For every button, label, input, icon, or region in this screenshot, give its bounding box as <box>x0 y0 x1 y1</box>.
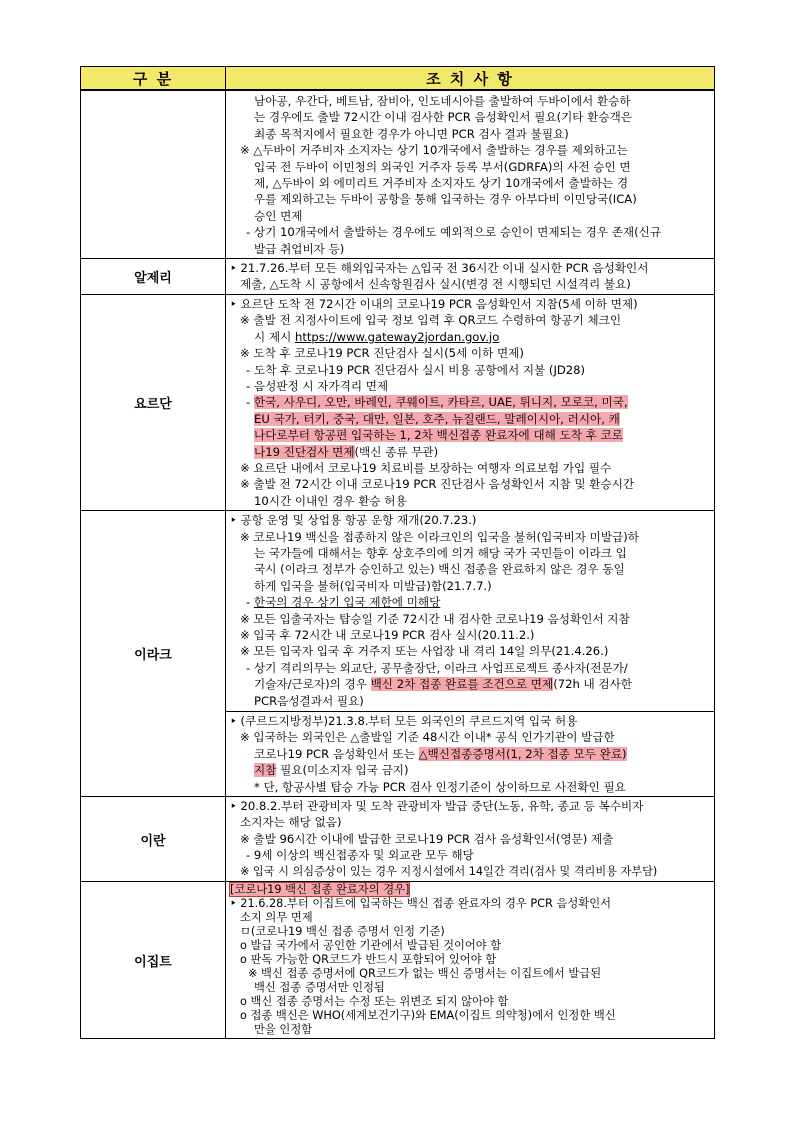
text-line: 입국 전 두바이 이민청의 외국인 거주자 등록 부서(GDRFA)의 사전 승인 면 <box>254 159 631 174</box>
text-line: 10시간 이내인 경우 환승 허용 <box>254 493 407 508</box>
highlight-text: EU 국가, 터키, 중국, 대만, 일본, 호주, 뉴질랜드, 말레이시아, 러시아, 캐 <box>254 411 620 426</box>
text-line: ㅁ(코로나19 백신 접종 증명서 인정 기준) <box>240 925 445 939</box>
text-line <box>230 444 708 460</box>
text-line: 남아공, 우간다, 베트남, 잠비아, 인도네시아를 출발하여 두바이에서 환승하 <box>254 94 631 108</box>
text-line: o 판독 가능한 QR코드가 반드시 포함되어 있어야 함 <box>240 953 497 967</box>
text-line <box>230 594 708 610</box>
text-line <box>230 883 708 897</box>
text-line: 는 국가들에 대해서는 향후 상호주의에 의거 해당 국가 국민들이 이라크 입 <box>254 545 627 560</box>
highlight-text: 한국, 사우디, 오만, 바레인, 쿠웨이트, 카타르, UAE, 튀니지, 모로코, 미국, <box>253 395 628 410</box>
text-line: ※ 백신 접종 증명서에 QR코드가 없는 백신 증명서는 이집트에서 발급된 <box>248 967 602 981</box>
text-line: ‣ 21.7.26.부터 모든 해외입국자는 △입국 전 36시간 이내 실시한 PCR 음성확인서 <box>230 261 649 276</box>
text-line: ‣ 요르단 도착 전 72시간 이내의 코로나19 PCR 음성확인서 지참(5세 이하 면제) <box>230 296 638 311</box>
table-row-jordan <box>81 294 714 510</box>
text-line <box>230 394 708 410</box>
measures-cell <box>226 295 714 510</box>
category-cell: 요르단 <box>81 295 226 510</box>
text-line: - 음성판정 시 자가격리 면제 <box>246 378 389 393</box>
text-line: ※ 모든 입국자 입국 후 거주지 또는 사업장 내 격리 14일 의무(21.4.26.) <box>240 644 609 659</box>
text-line: 소지 의무 면제 <box>240 911 313 925</box>
text-line: ‣ 공항 운영 및 상업용 항공 운항 재개(20.7.23.) <box>230 513 477 528</box>
highlight-text: [코로나19 백신 접종 완료자의 경우] <box>230 883 410 897</box>
underlined-text: 한국의 경우 상기 입국 제한에 미해당 <box>253 595 441 610</box>
text-line: 만을 인정함 <box>254 1023 313 1037</box>
category-cell: 이집트 <box>81 882 226 1038</box>
text-line: ※ 입국 시 의심증상이 있는 경우 지정시설에서 14일간 격리(검사 및 격리비용 자부담) <box>240 864 658 878</box>
text-fragment: - <box>246 395 254 410</box>
category-cell <box>81 91 226 258</box>
text-line: o 발급 국가에서 공인한 기관에서 발급된 것이어야 함 <box>240 939 502 953</box>
text-fragment: 코로나19 PCR 음성확인서 또는 <box>254 746 419 761</box>
category-cell: 알제리 <box>81 259 226 294</box>
text-line: 제, △두바이 외 에미리트 거주비자 소지자도 상기 10개국에서 출발하는 경 <box>254 176 629 191</box>
table-header <box>81 67 714 91</box>
divider <box>226 711 714 712</box>
text-line: PCR음성결과서 필요) <box>254 693 364 708</box>
text-line: - 상기 격리의무는 외교단, 공무출장단, 이라크 사업프로젝트 종사자(전문가/ <box>246 660 628 675</box>
text-line <box>230 676 708 692</box>
text-line: 백신 접종 증명서만 인정됨 <box>254 981 385 995</box>
text-line: ※ 입국하는 외국인은 △출발일 기준 48시간 이내* 공식 인가기관이 발급한 <box>240 730 615 745</box>
text-line: ※ 출발 전 지정사이트에 입국 정보 입력 후 QR코드 수령하여 항공기 체크인 <box>240 313 622 328</box>
measures-cell <box>226 797 714 881</box>
text-fragment: 기술자/근로자)의 경우 <box>254 677 371 692</box>
highlight-text: 백신 2차 접종 완료를 조건으로 면제 <box>370 677 554 692</box>
category-cell: 이라크 <box>81 511 226 796</box>
measures-cell <box>226 882 714 1038</box>
category-cell: 이란 <box>81 797 226 881</box>
text-line <box>230 411 708 427</box>
measures-cell <box>226 259 714 294</box>
table-row-iraq <box>81 510 714 796</box>
text-line: - 9세 이상의 백신접종자 및 외교관 모두 해당 <box>246 848 474 863</box>
text-line <box>230 427 708 443</box>
text-line: ※ 요르단 내에서 코로나19 치료비를 보장하는 여행자 의료보험 가입 필수 <box>240 460 612 475</box>
jordan-gateway-link[interactable]: https://www.gateway2jordan.gov.jo <box>294 329 500 344</box>
text-line <box>230 762 708 778</box>
text-fragment: 시 제시 <box>254 329 292 344</box>
text-line: 소지자는 해당 없음) <box>240 815 342 830</box>
text-line: 국시 (이라크 정부가 승인하고 있는) 백신 접종을 완료하지 않은 경우 동일 <box>254 562 625 577</box>
highlight-text: 나다로부터 항공편 입국하는 1, 2차 백신접종 완료자에 대해 도착 후 코로 <box>254 428 623 443</box>
text-line: ‣ 20.8.2.부터 관광비자 및 도착 관광비자 발급 중단(노동, 유학, 종교 등 복수비자 <box>230 799 644 814</box>
text-line: o 접종 백신은 WHO(세계보건기구)와 EMA(이집트 의약청)에서 인정한 백신 <box>240 1009 616 1023</box>
text-line: 최종 목적지에서 필요한 경우가 아니면 PCR 검사 결과 불필요) <box>254 126 569 141</box>
text-line: ※ 코로나19 백신을 접종하지 않은 이라크인의 입국을 불허(입국비자 미발급)하 <box>240 529 639 544</box>
text-line: o 백신 접종 증명서는 수정 또는 위변조 되지 않아야 함 <box>240 995 509 1009</box>
table-row-algeria <box>81 258 714 294</box>
text-fragment: (72h 내 검사한 <box>553 677 633 692</box>
text-fragment: 필요(미소지자 입국 금지) <box>276 763 409 778</box>
header-measures: 조 치 사 항 <box>426 69 514 88</box>
text-line: 발급 취업비자 등) <box>254 241 345 256</box>
highlight-text: 나19 진단검사 면제 <box>254 444 355 459</box>
text-line <box>230 329 708 345</box>
highlight-text: △백신접종증명서(1, 2차 접종 모두 완료) <box>418 746 627 761</box>
text-line: 승인 면제 <box>254 208 303 223</box>
text-line: ※ 모든 입출국자는 탑승일 기준 72시간 내 검사한 코로나19 음성확인서 지참 <box>240 611 630 626</box>
text-line: - 상기 10개국에서 출발하는 경우에도 예외적으로 승인이 면제되는 경우 존재(신규 <box>246 225 662 240</box>
header-category: 구 분 <box>81 67 226 89</box>
text-line: 우를 제외하고는 두바이 공항을 통해 입국하는 경우 아부다비 이민당국(ICA) <box>254 192 637 207</box>
text-line: 제출, △도착 시 공항에서 신속항원검사 실시(변경 전 시행되던 시설격리 불요) <box>240 277 631 292</box>
text-line: 하게 입국을 불허(입국비자 미발급)함(21.7.7.) <box>254 578 492 593</box>
text-line: ※ 입국 후 72시간 내 코로나19 PCR 검사 실시(20.11.2.) <box>240 628 535 642</box>
text-fragment: (백신 종류 무관) <box>354 444 439 459</box>
measures-cell <box>226 91 714 258</box>
text-fragment: - <box>246 595 254 610</box>
table-row-uae-continued <box>81 91 714 258</box>
text-line: * 단, 항공사별 탑승 가능 PCR 검사 인정기준이 상이하므로 사전확인 필요 <box>254 779 626 794</box>
text-line <box>230 746 708 762</box>
table-row-egypt <box>81 881 714 1038</box>
highlight-text: 지참 <box>254 763 277 778</box>
text-line: ※ 도착 후 코로나19 PCR 진단검사 실시(5세 이하 면제) <box>240 346 524 361</box>
text-line: 는 경우에도 출발 72시간 이내 검사한 PCR 음성확인서 필요(기타 환승객은 <box>254 110 632 125</box>
text-line: ※ 출발 96시간 이내에 발급한 코로나19 PCR 검사 음성확인서(영문) 제출 <box>240 831 614 846</box>
measures-cell <box>226 511 714 796</box>
text-line: ‣ 21.6.28.부터 이집트에 입국하는 백신 접종 완료자의 경우 PCR 음성확인서 <box>230 897 612 911</box>
text-line: ‣ (쿠르드지방정부)21.3.8.부터 모든 외국인의 쿠르드지역 입국 허용 <box>230 714 578 729</box>
table-row-iran <box>81 796 714 881</box>
text-line: ※ △두바이 거주비자 소지자는 상기 10개국에서 출발하는 경우를 제외하고는 <box>240 143 628 158</box>
measures-table <box>80 66 715 1039</box>
text-line: ※ 출발 전 72시간 이내 코로나19 PCR 진단검사 음성확인서 지참 및 환승시간 <box>240 477 635 492</box>
text-line: - 도착 후 코로나19 PCR 진단검사 실시 비용 공항에서 지불 (JD28) <box>246 362 586 377</box>
